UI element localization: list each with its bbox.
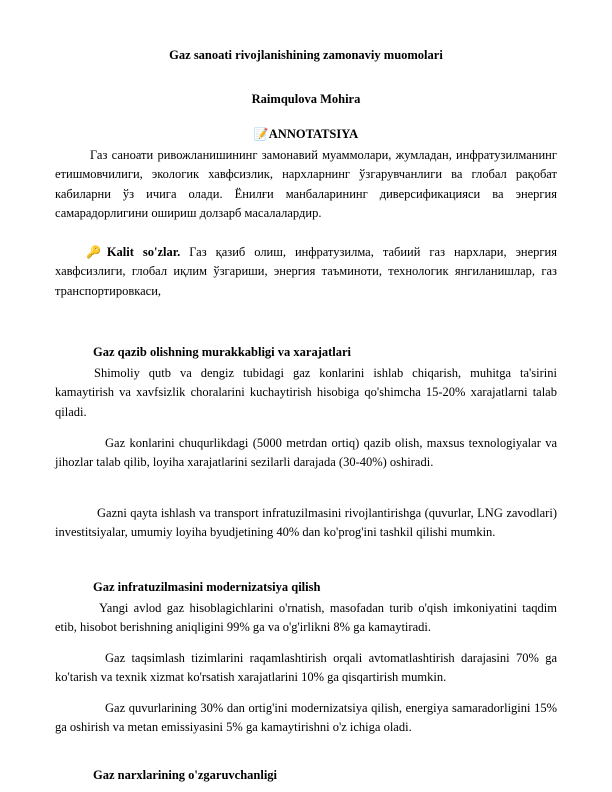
annotation-heading — [55, 127, 557, 142]
section-paragraph: Gazni qayta ishlash va transport infratuzilmasini rivojlantirishga (quvurlar, LNG zavodlari) investitsiyalar, umumiy loyiha byudjetining 40% dan ko'prog'ini tashkil qilishi mumkin. — [55, 506, 557, 540]
section-heading: Gaz infratuzilmasini modernizatsiya qilish — [93, 580, 321, 594]
memo-icon: 📝 — [253, 127, 269, 141]
section-paragraph: Shimoliy qutb va dengiz tubidagi gaz konlarini ishlab chiqarish, muhitga ta'sirini kamaytirish va xavfsizlik choralarini kuchaytirish hisobiga qo'shimcha 15-20% xarajatlarni talab qiladi. — [55, 366, 557, 419]
keywords-paragraph — [55, 243, 557, 301]
section-heading: Gaz qazib olishning murakkabligi va xarajatlari — [93, 345, 352, 359]
section-heading: Gaz narxlarining o'zgaruvchanligi — [93, 768, 278, 782]
annotation-text: Газ саноати ривожланишининг замонавий муаммолари, жумладан, инфратузилманинг етишмовчилиги, экологик хавфсизлик, нархларнинг ўзгарувчанлиги ва глобал рақобат кабиларни ўз ичига олади. Ёнилғи манбаларининг диверсификацияси ва энергия самарадорлигини ошириш долзарб масалалардир. — [55, 148, 557, 221]
annotation-heading-label: ANNOTATSIYA — [268, 127, 359, 141]
key-icon: 🔑 — [86, 245, 107, 259]
document-title: Gaz sanoati rivojlanishining zamonaviy muomolari — [169, 48, 443, 62]
section-paragraph: Yangi avlod gaz hisoblagichlarini o'rnatish, masofadan turib o'qish imkoniyatini taqdim etib, hisobot berishning aniqligini 99% ga va o'g'irlikni 8% ga kamaytiradi. — [55, 601, 557, 635]
section-paragraph: Gaz konlarini chuqurlikdagi (5000 metrdan ortiq) qazib olish, maxsus texnologiyalar va jihozlar talab qilib, loyiha xarajatlarini sezilarli darajada (30-40%) oshiradi. — [55, 436, 557, 470]
keywords-label: Kalit so'zlar. — [106, 245, 181, 259]
keywords-text: Газ қазиб олиш, инфратузилма, табиий газ нархлари, энергия хавфсизлиги, глобал иқлим ўзгариши, энергия таъминоти, технологик янгиланишлар, газ транспортировкаси, — [55, 245, 557, 298]
section-paragraph: Gaz quvurlarining 30% dan ortig'ini modernizatsiya qilish, energiya samaradorligini 15% ga oshirish va metan emissiyasini 5% ga kamaytirishni o'z ichiga oladi. — [55, 701, 557, 735]
author-name: Raimqulova Mohira — [251, 92, 361, 106]
section-paragraph: Gaz taqsimlash tizimlarini raqamlashtirish orqali avtomatlashtirish darajasini 70% ga ko'tarish va texnik xizmat ko'rsatish xarajatlarini 10% ga qisqartirish mumkin. — [55, 651, 557, 685]
